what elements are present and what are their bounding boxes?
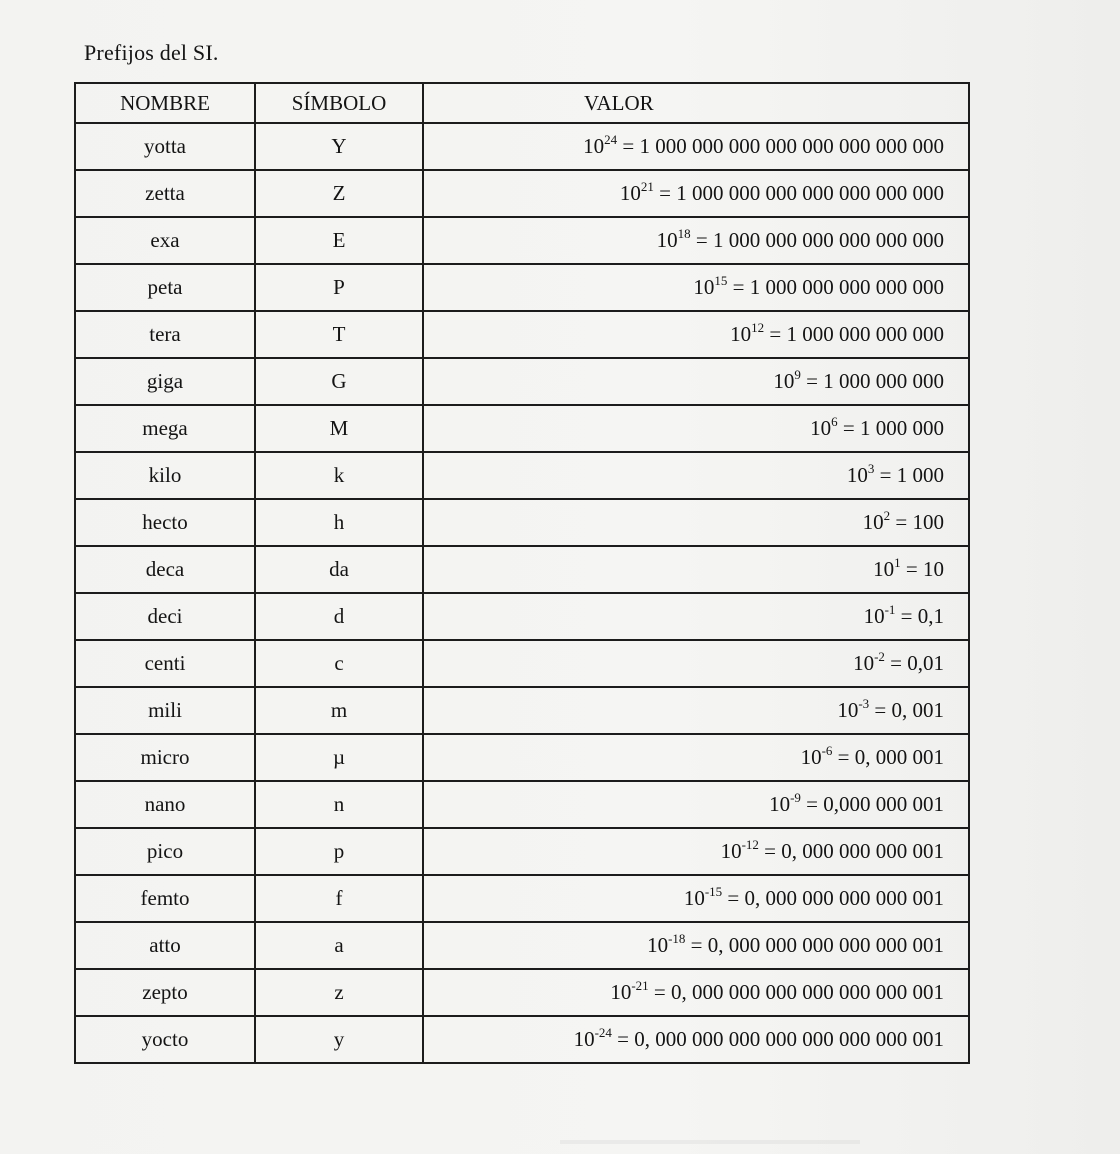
value-expansion: = 1 000 000 000 000 000 000	[690, 228, 944, 252]
prefix-value	[423, 1016, 969, 1063]
table-row	[75, 499, 969, 546]
header-value: VALOR	[423, 83, 969, 123]
prefix-symbol: µ	[255, 734, 423, 781]
prefix-value	[423, 452, 969, 499]
value-expansion: = 10	[900, 557, 944, 581]
prefix-name: pico	[75, 828, 255, 875]
prefix-name: femto	[75, 875, 255, 922]
table-row	[75, 217, 969, 264]
prefix-name: tera	[75, 311, 255, 358]
prefix-symbol: T	[255, 311, 423, 358]
value-expansion: = 1 000	[874, 463, 944, 487]
prefix-name: zepto	[75, 969, 255, 1016]
value-exponent: 9	[794, 367, 801, 382]
value-exponent: -3	[858, 696, 870, 711]
value-exponent: 6	[831, 414, 838, 429]
prefix-value	[423, 358, 969, 405]
table-row	[75, 593, 969, 640]
prefix-name: peta	[75, 264, 255, 311]
table-row	[75, 875, 969, 922]
prefix-value	[423, 593, 969, 640]
header-name: NOMBRE	[75, 83, 255, 123]
value-base: 10	[730, 322, 752, 346]
prefix-name: centi	[75, 640, 255, 687]
value-expansion: = 0, 000 000 000 000 000 001	[685, 933, 944, 957]
table-caption: Prefijos del SI.	[84, 40, 219, 65]
prefix-name: nano	[75, 781, 255, 828]
header-symbol: SÍMBOLO	[255, 83, 423, 123]
value-base: 10	[573, 1027, 595, 1051]
prefix-name: mili	[75, 687, 255, 734]
prefix-name: micro	[75, 734, 255, 781]
value-expansion: = 1 000 000 000 000 000 000 000 000	[617, 134, 944, 158]
prefix-symbol: z	[255, 969, 423, 1016]
value-exponent: 15	[714, 273, 728, 288]
value-base: 10	[683, 886, 705, 910]
si-prefixes-table	[74, 82, 970, 1064]
table-row	[75, 546, 969, 593]
value-base: 10	[863, 604, 885, 628]
prefix-name: hecto	[75, 499, 255, 546]
value-base: 10	[837, 698, 859, 722]
prefix-symbol: P	[255, 264, 423, 311]
value-exponent: -9	[790, 790, 801, 805]
value-base: 10	[773, 369, 795, 393]
value-exponent: -2	[874, 649, 885, 664]
value-exponent: 18	[677, 226, 691, 241]
prefix-value	[423, 170, 969, 217]
value-base: 10	[846, 463, 868, 487]
value-expansion: = 0,1	[895, 604, 944, 628]
prefix-symbol: da	[255, 546, 423, 593]
value-base: 10	[610, 980, 632, 1004]
prefix-value	[423, 311, 969, 358]
prefix-value	[423, 640, 969, 687]
value-exponent: -21	[631, 978, 649, 993]
table-row	[75, 405, 969, 452]
value-exponent: -15	[704, 884, 723, 899]
table-row	[75, 358, 969, 405]
prefix-name: yotta	[75, 123, 255, 170]
prefix-symbol: G	[255, 358, 423, 405]
value-exponent: 1	[894, 555, 901, 570]
value-expansion: = 0,000 000 001	[800, 792, 944, 816]
table-row	[75, 969, 969, 1016]
table-row	[75, 264, 969, 311]
prefix-name: mega	[75, 405, 255, 452]
prefix-symbol: p	[255, 828, 423, 875]
value-base: 10	[647, 933, 669, 957]
value-exponent: 24	[604, 132, 618, 147]
prefix-name: yocto	[75, 1016, 255, 1063]
value-expansion: = 0, 001	[869, 698, 944, 722]
prefix-name: kilo	[75, 452, 255, 499]
prefix-value	[423, 781, 969, 828]
table-row	[75, 734, 969, 781]
value-expansion: = 1 000 000 000	[800, 369, 944, 393]
table-row	[75, 452, 969, 499]
table-row	[75, 170, 969, 217]
value-base: 10	[769, 792, 791, 816]
prefix-value	[423, 875, 969, 922]
table-row	[75, 311, 969, 358]
prefix-value	[423, 264, 969, 311]
prefix-symbol: a	[255, 922, 423, 969]
value-exponent: -1	[884, 602, 896, 617]
value-expansion: = 1 000 000 000 000 000 000 000	[653, 181, 944, 205]
prefix-value	[423, 123, 969, 170]
prefix-name: atto	[75, 922, 255, 969]
value-expansion: = 1 000 000 000 000 000	[727, 275, 944, 299]
prefix-value	[423, 687, 969, 734]
table-row	[75, 687, 969, 734]
value-base: 10	[862, 510, 884, 534]
value-exponent: 2	[883, 508, 891, 523]
value-expansion: = 100	[890, 510, 944, 534]
value-expansion: = 0, 000 001	[832, 745, 944, 769]
prefix-symbol: m	[255, 687, 423, 734]
table-row	[75, 828, 969, 875]
table-row	[75, 1016, 969, 1063]
value-base: 10	[810, 416, 832, 440]
prefix-symbol: d	[255, 593, 423, 640]
prefix-value	[423, 734, 969, 781]
value-exponent: -6	[821, 743, 833, 758]
value-exponent: 3	[867, 461, 875, 476]
prefix-value	[423, 405, 969, 452]
value-base: 10	[873, 557, 895, 581]
prefix-value	[423, 217, 969, 264]
prefix-symbol: y	[255, 1016, 423, 1063]
table-row	[75, 781, 969, 828]
prefix-name: deca	[75, 546, 255, 593]
prefix-value	[423, 499, 969, 546]
prefix-symbol: k	[255, 452, 423, 499]
prefix-name: deci	[75, 593, 255, 640]
value-expansion: = 0, 000 000 000 000 000 000 001	[648, 980, 944, 1004]
value-base: 10	[853, 651, 875, 675]
value-expansion: = 1 000 000	[837, 416, 944, 440]
value-expansion: = 1 000 000 000 000	[764, 322, 944, 346]
prefix-symbol: c	[255, 640, 423, 687]
value-base: 10	[693, 275, 715, 299]
prefix-value	[423, 546, 969, 593]
prefix-symbol: E	[255, 217, 423, 264]
value-base: 10	[583, 134, 605, 158]
value-exponent: 12	[751, 320, 765, 335]
header-row	[75, 83, 969, 123]
prefix-symbol: n	[255, 781, 423, 828]
value-exponent: 21	[640, 179, 654, 194]
value-expansion: = 0, 000 000 000 001	[758, 839, 944, 863]
prefix-symbol: h	[255, 499, 423, 546]
table-row	[75, 640, 969, 687]
prefix-symbol: M	[255, 405, 423, 452]
table-row	[75, 123, 969, 170]
value-expansion: = 0, 000 000 000 000 001	[722, 886, 944, 910]
value-base: 10	[800, 745, 822, 769]
value-base: 10	[656, 228, 678, 252]
prefix-value	[423, 828, 969, 875]
prefix-symbol: f	[255, 875, 423, 922]
prefix-symbol: Y	[255, 123, 423, 170]
prefix-name: exa	[75, 217, 255, 264]
bottom-smudge	[560, 1140, 860, 1144]
prefix-value	[423, 922, 969, 969]
value-expansion: = 0, 000 000 000 000 000 000 000 001	[611, 1027, 944, 1051]
value-base: 10	[720, 839, 742, 863]
value-base: 10	[619, 181, 641, 205]
value-expansion: = 0,01	[884, 651, 944, 675]
prefix-name: giga	[75, 358, 255, 405]
table-row	[75, 922, 969, 969]
value-exponent: -18	[668, 931, 686, 946]
prefix-name: zetta	[75, 170, 255, 217]
prefix-value	[423, 969, 969, 1016]
value-exponent: -24	[594, 1025, 612, 1040]
prefix-symbol: Z	[255, 170, 423, 217]
value-exponent: -12	[741, 837, 759, 852]
